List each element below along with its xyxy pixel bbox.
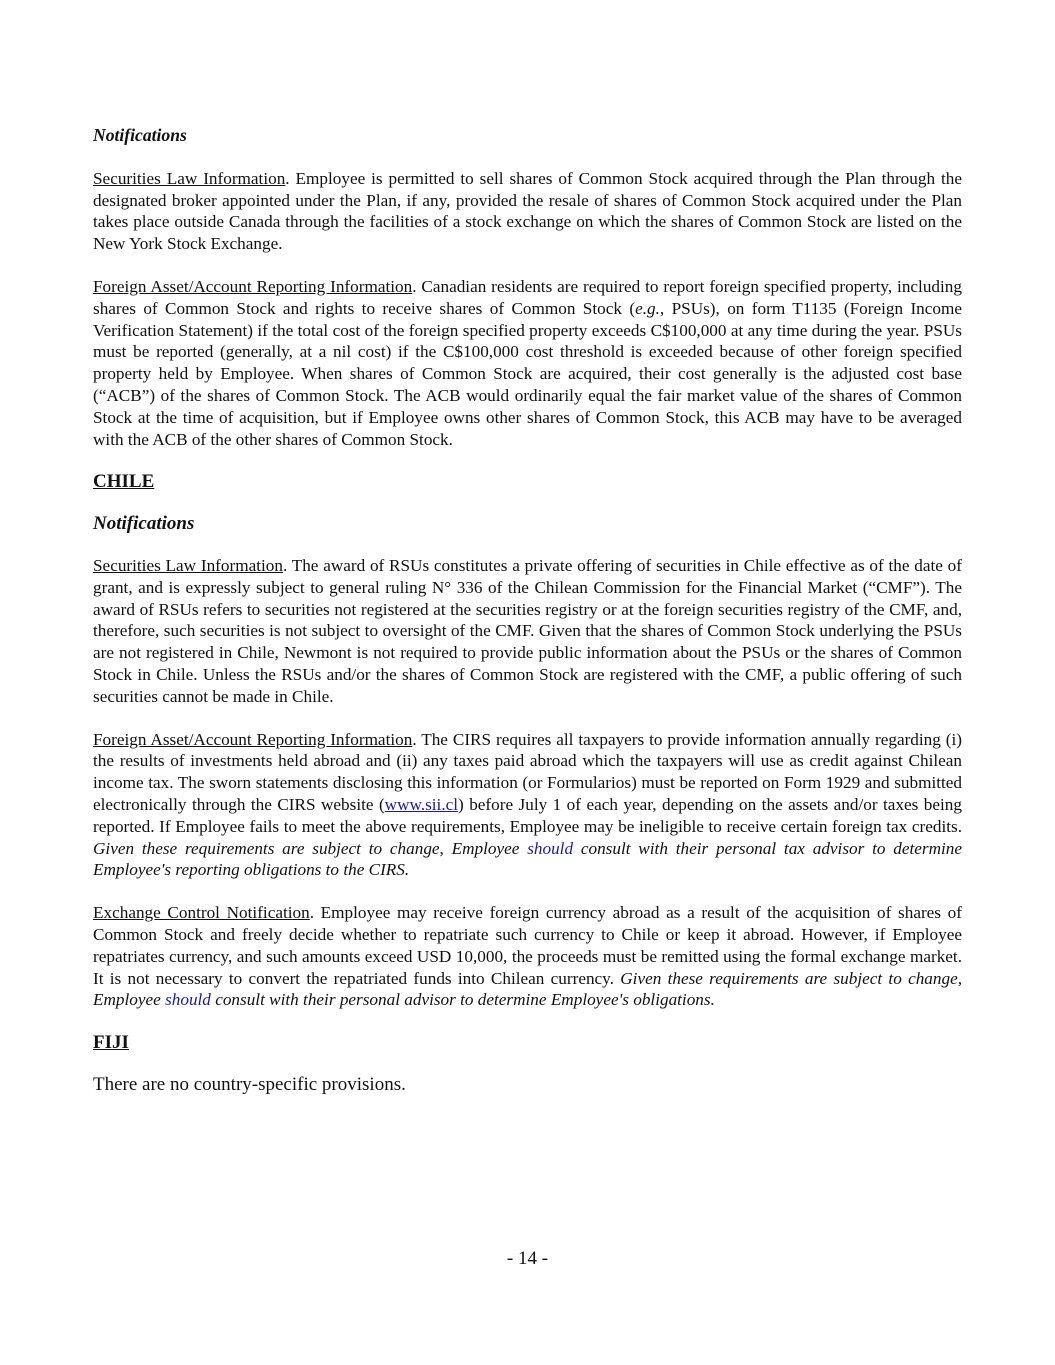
chile-exchange-label: Exchange Control Notification <box>93 903 310 923</box>
chile-exchange-text: . Employee may receive foreign currency abroad as a result of the acquisition of shares of Common Stock and freely decide whether to repatriate such currency to Chile or keep it abroad. However, if Employee repatriates currency, and such amounts exceed USD 10,000, the proceeds must be remitted using the formal exchange market. It is not necessary to convert the repatriated funds into Chilean currency. <box>93 903 962 988</box>
sii-website-link[interactable]: www.sii.cl <box>384 794 459 814</box>
canada-foreign-asset-paragraph <box>93 276 962 450</box>
canada-securities-text: . Employee is permitted to sell shares of Common Stock acquired through the Plan through the designated broker appointed under the Plan, if any, provided the resale of shares of Common Stock acquired under the Plan takes place outside Canada through the facilities of a stock exchange on which the shares of Common Stock are listed on the New York Stock Exchange. <box>93 168 962 254</box>
canada-foreign-asset-label: Foreign Asset/Account Reporting Information <box>93 276 413 296</box>
chile-securities-label: Securities Law Information <box>93 555 283 575</box>
chile-exchange-should: should <box>165 990 211 1010</box>
chile-exchange-paragraph <box>93 902 962 1011</box>
canada-notifications-heading: Notifications <box>93 125 187 145</box>
canada-securities-paragraph <box>93 168 962 255</box>
canada-foreign-asset-text-2: , PSUs), on form T1135 (Foreign Income Verification Statement) if the total cost of the foreign specified property exceeds C$100,000 at any time during the year. PSUs must be reported (generally, at a nil cost) if the C$100,000 cost threshold is exceeded because of other foreign specified property held by Employee. When shares of Common Stock are acquired, their cost generally is the adjusted cost base (“ACB”) of the shares of Common Stock. The ACB would ordinarily equal the fair market value of the shares of Common Stock at the time of acquisition, but if Employee owns other shares of Common Stock, this ACB may have to be averaged with the ACB of the other shares of Common Stock. <box>93 298 962 449</box>
chile-foreign-asset-text-2: ) before July 1 of each year, depending on the assets and/or taxes being reported. If Employee fails to meet the above requirements, Employee may be ineligible to receive certain foreign tax credits. <box>93 794 962 836</box>
chile-foreign-asset-italic-1: Given these requirements are subject to change, Employee <box>93 838 528 858</box>
chile-exchange-italic-2: consult with their personal advisor to determine Employee's obligations. <box>210 990 715 1010</box>
chile-foreign-asset-paragraph <box>93 729 962 882</box>
chile-exchange-italic-1: Given these requirements are subject to change, Employee <box>93 968 963 1010</box>
chile-foreign-asset-italic-2: consult with their personal tax advisor to determine Employee's reporting obligations to the CIRS. <box>93 838 962 880</box>
chile-securities-text: . The award of RSUs constitutes a private offering of securities in Chile effective as of the date of grant, and is expressly subject to general ruling N° 336 of the Chilean Commission for the Financial Market (“CMF”). The award of RSUs refers to securities not registered at the securities registry or at the foreign securities registry of the CMF, and, therefore, such securities is not subject to oversight of the CMF. Given that the shares of Common Stock underlying the PSUs are not registered in Chile, Newmont is not required to provide public information about the PSUs or the shares of Common Stock in Chile. Unless the RSUs and/or the shares of Common Stock are registered with the CMF, a public offering of such securities cannot be made in Chile. <box>93 555 962 706</box>
fiji-heading: FIJI <box>93 1032 129 1054</box>
chile-foreign-asset-text-1: . The CIRS requires all taxpayers to provide information annually regarding (i) the results of investments held abroad and (ii) any taxes paid abroad which the taxpayers will use as credit against Chilean income tax. The sworn statements disclosing this information (or Formularios) must be reported on Form 1929 and submitted electronically through the CIRS website ( <box>93 729 962 814</box>
fiji-text: There are no country-specific provisions. <box>93 1073 406 1095</box>
chile-securities-paragraph <box>93 555 962 708</box>
page-number: - 14 - <box>506 1248 549 1269</box>
chile-foreign-asset-label: Foreign Asset/Account Reporting Information <box>93 729 413 749</box>
canada-securities-label: Securities Law Information <box>93 168 286 188</box>
chile-heading: CHILE <box>93 471 155 493</box>
chile-notifications-heading: Notifications <box>93 513 195 535</box>
document-body <box>93 120 962 1096</box>
canada-foreign-asset-text-1: . Canadian residents are required to report foreign specified property, including shares of Common Stock and rights to receive shares of Common Stock ( <box>93 276 962 318</box>
chile-foreign-asset-should: should <box>527 838 574 858</box>
canada-foreign-asset-eg: e.g. <box>635 298 660 318</box>
